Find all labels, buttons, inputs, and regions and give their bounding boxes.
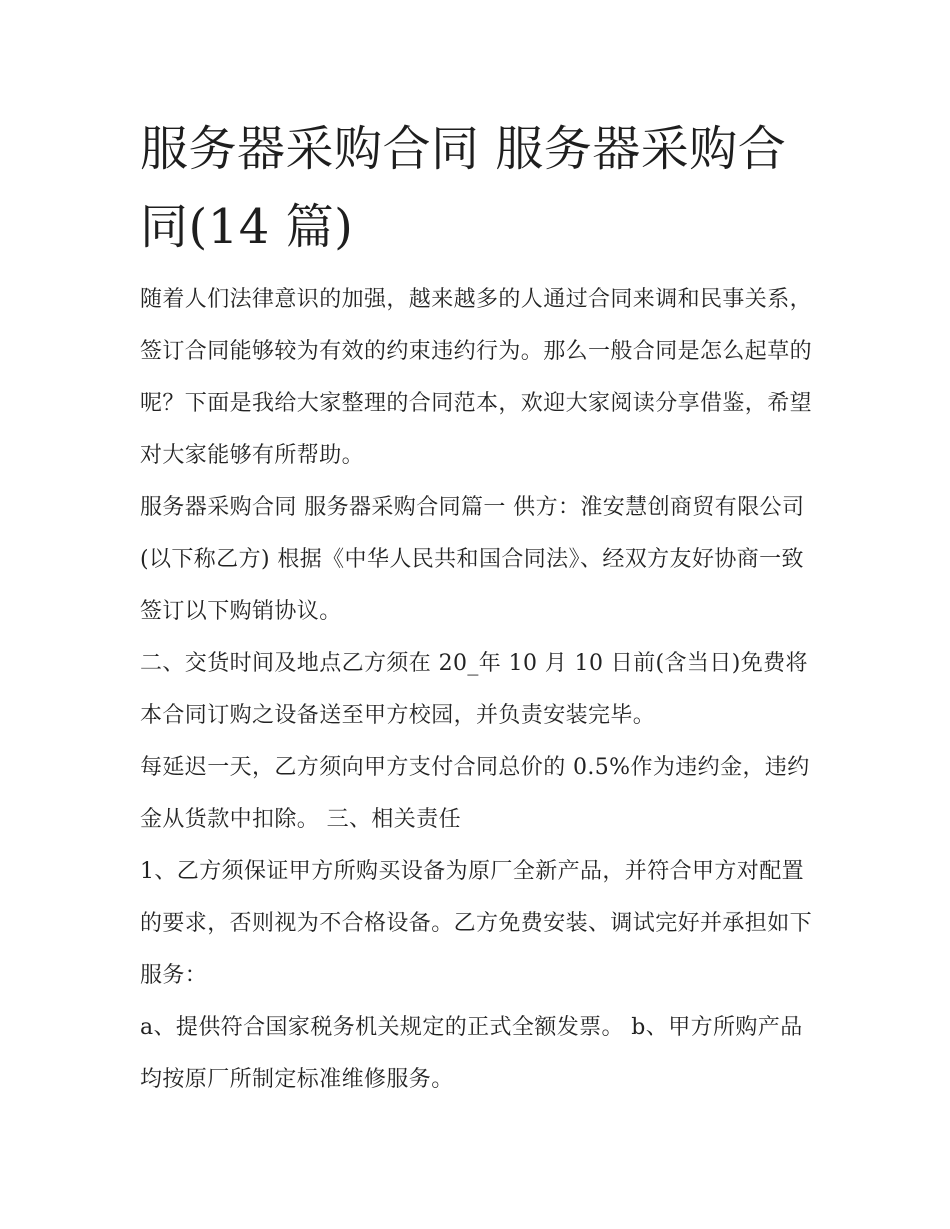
document-content bbox=[140, 110, 820, 1106]
document-body bbox=[140, 274, 820, 1106]
document-title: 服务器采购合同 服务器采购合同(14 篇) bbox=[140, 121, 787, 255]
paragraph-supplier: 服务器采购合同 服务器采购合同篇一 供方：淮安慧创商贸有限公司(以下称乙方) 根据《中华人民共和国合同法》、经双方友好协商一致签订以下购销协议。 bbox=[140, 495, 805, 624]
paragraph-delivery: 二、交货时间及地点乙方须在 20_年 10 月 10 日前(含当日)免费将本合同订购之设备送至甲方校园，并负责安装完毕。 bbox=[140, 651, 808, 728]
paragraph-responsibility-ab: a、提供符合国家税务机关规定的正式全额发票。 b、甲方所购产品均按原厂所制定标准维修服务。 bbox=[140, 1015, 803, 1092]
paragraph-responsibility-1: 1、乙方须保证甲方所购买设备为原厂全新产品，并符合甲方对配置的要求，否则视为不合格设备。乙方免费安装、调试完好并承担如下服务： bbox=[140, 859, 813, 988]
paragraph-intro: 随着人们法律意识的加强，越来越多的人通过合同来调和民事关系，签订合同能够较为有效的约束违约行为。那么一般合同是怎么起草的呢？下面是我给大家整理的合同范本，欢迎大家阅读分享借鉴，希望对大家能够有所帮助。 bbox=[140, 287, 813, 468]
paragraph-penalty: 每延迟一天，乙方须向甲方支付合同总价的 0.5%作为违约金，违约金从货款中扣除。 三、相关责任 bbox=[140, 755, 810, 832]
